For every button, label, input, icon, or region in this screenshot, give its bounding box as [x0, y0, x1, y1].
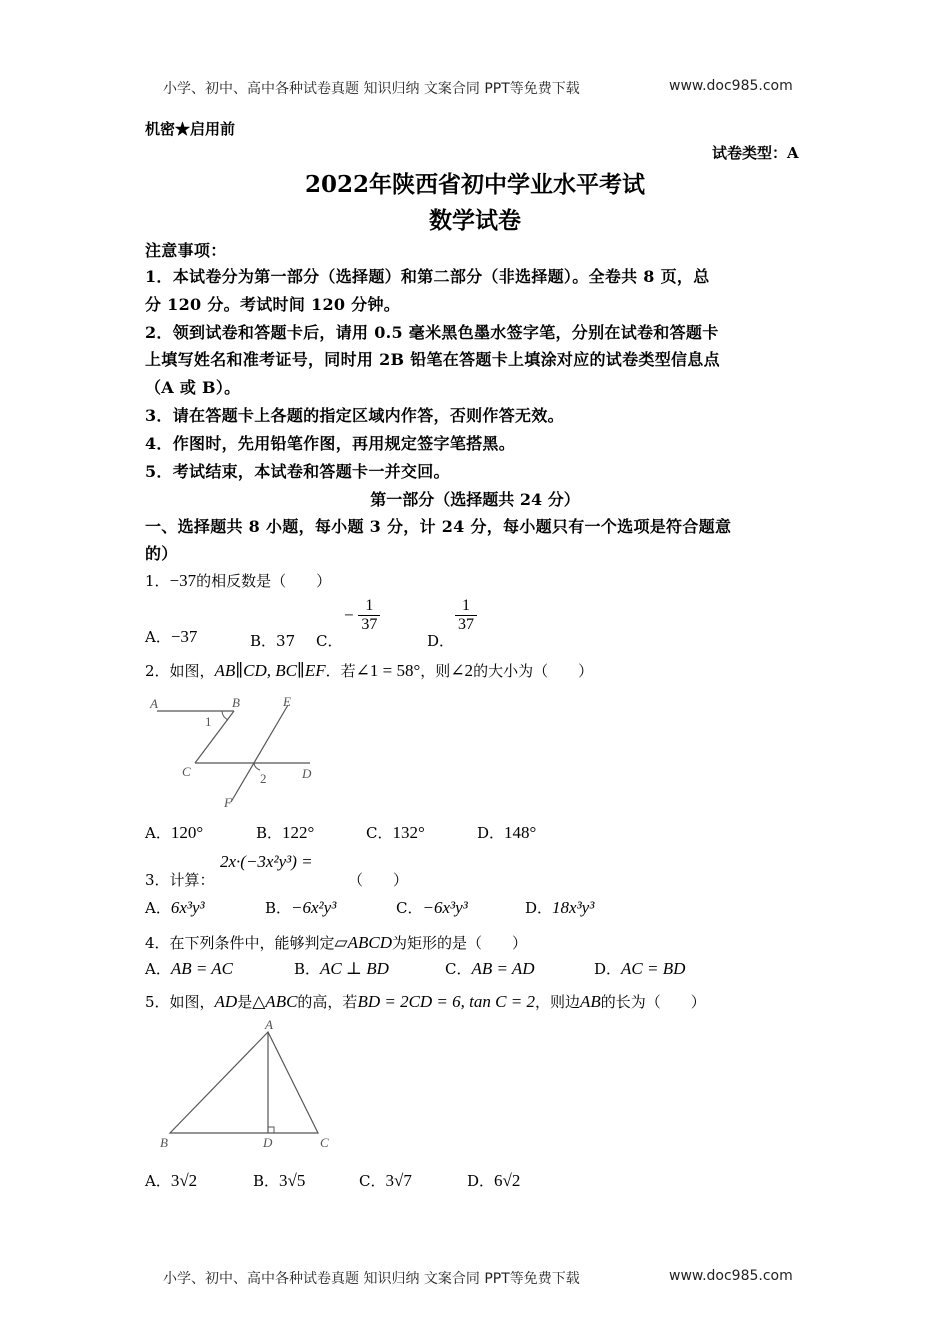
q5-label-c: C: [320, 1135, 329, 1150]
q1-option-d-value: $\frac{1}{37}$: [455, 597, 477, 634]
header-site-link[interactable]: www.doc985.com: [669, 78, 793, 94]
notice-line: 1．本试卷分为第一部分（选择题）和第二部分（非选择题）。全卷共 8 页，总: [145, 267, 710, 286]
question-3-end: （ ）: [348, 871, 409, 889]
section-heading: 一、选择题共 8 小题，每小题 3 分，计 24 分，每小题只有一个选项是符合题意: [145, 517, 732, 536]
notice-line: 分 120 分。考试时间 120 分钟。: [145, 295, 401, 314]
q1-option-b[interactable]: B．37: [250, 632, 296, 650]
notice-heading: 注意事项：: [145, 241, 227, 260]
notice-line: 5．考试结束，本试卷和答题卡一并交回。: [145, 462, 450, 481]
q2-option-b[interactable]: B．122°: [256, 823, 315, 842]
q2-label-a: A: [150, 696, 158, 711]
q5-option-c[interactable]: C．3√7: [359, 1171, 412, 1190]
q2-label-b: B: [232, 695, 240, 710]
q2-label-2: 2: [260, 771, 267, 786]
q2-label-1: 1: [205, 714, 212, 729]
q2-label-e: E: [283, 694, 291, 709]
q4-option-a[interactable]: A．AB = AC: [145, 959, 233, 978]
q2-option-c[interactable]: C．132°: [366, 823, 425, 842]
q4-option-d[interactable]: D．AC = BD: [594, 959, 686, 978]
notice-line: 4．作图时，先用铅笔作图，再用规定签字笔搭黑。: [145, 434, 516, 453]
q2-label-f: F: [224, 795, 232, 810]
header-text: 小学、初中、高中各种试卷真题 知识归纳 文案合同 PPT等免费下载: [163, 81, 580, 97]
q4-option-c[interactable]: C．AB = AD: [445, 959, 535, 978]
notice-line: 2．领到试卷和答题卡后，请用 0.5 毫米黑色墨水签字笔，分别在试卷和答题卡: [145, 323, 719, 342]
question-5: 5．如图，AD是△ABC的高，若BD = 2CD = 6, tan C = 2，则边AB的长为（ ）: [145, 992, 706, 1011]
footer-site-link[interactable]: www.doc985.com: [669, 1268, 793, 1284]
q5-option-a[interactable]: A．3√2: [145, 1171, 198, 1190]
q2-figure: [140, 690, 340, 815]
part-heading: 第一部分（选择题共 24 分）: [370, 490, 580, 509]
page-title: 2022年陕西省初中学业水平考试: [304, 171, 645, 198]
page-subtitle: 数学试卷: [429, 207, 521, 234]
q5-figure: [150, 1015, 340, 1155]
q3-option-c[interactable]: C．−6x³y³: [396, 898, 468, 917]
q2-label-c: C: [182, 764, 191, 779]
q5-option-d[interactable]: D．6√2: [467, 1171, 521, 1190]
q2-option-d[interactable]: D．148°: [477, 823, 537, 842]
question-2: 2．如图，AB∥CD, BC∥EF．若∠1 = 58°，则∠2的大小为（ ）: [145, 661, 594, 680]
q1-option-c[interactable]: C．: [316, 632, 343, 650]
secret-label: 机密★启用前: [145, 120, 236, 138]
q5-label-a: A: [265, 1017, 273, 1032]
notice-line: 3．请在答题卡上各题的指定区域内作答，否则作答无效。: [145, 406, 564, 425]
question-4: 4．在下列条件中，能够判定▱ABCD为矩形的是（ ）: [145, 933, 528, 952]
paper-type: 试卷类型：A: [712, 144, 799, 162]
footer-text: 小学、初中、高中各种试卷真题 知识归纳 文案合同 PPT等免费下载: [163, 1271, 580, 1287]
section-heading: 的）: [145, 544, 178, 563]
q3-option-d[interactable]: D．18x³y³: [525, 898, 595, 917]
q3-option-a[interactable]: A．6x³y³: [145, 898, 205, 917]
q2-label-d: D: [302, 766, 312, 781]
q1-option-d[interactable]: D．: [427, 632, 455, 650]
q2-option-a[interactable]: A．120°: [145, 823, 204, 842]
notice-line: （A 或 B）。: [145, 378, 241, 397]
question-1: 1．−37的相反数是（ ）: [145, 571, 332, 590]
q4-option-b[interactable]: B．AC ⊥ BD: [294, 959, 389, 978]
q5-label-b: B: [160, 1135, 168, 1150]
question-3-label: 3．计算：: [145, 871, 215, 889]
notice-line: 上填写姓名和准考证号，同时用 2B 铅笔在答题卡上填涂对应的试卷类型信息点: [145, 350, 720, 369]
q1-option-c-value: − $\frac{1}{37}$: [344, 597, 380, 634]
question-3-expr: 2x·(−3x²y³) =: [220, 852, 313, 871]
q5-option-b[interactable]: B．3√5: [253, 1171, 306, 1190]
q3-option-b[interactable]: B．−6x²y³: [265, 898, 337, 917]
q5-label-d: D: [263, 1135, 273, 1150]
q1-option-a[interactable]: A．−37: [145, 627, 198, 646]
